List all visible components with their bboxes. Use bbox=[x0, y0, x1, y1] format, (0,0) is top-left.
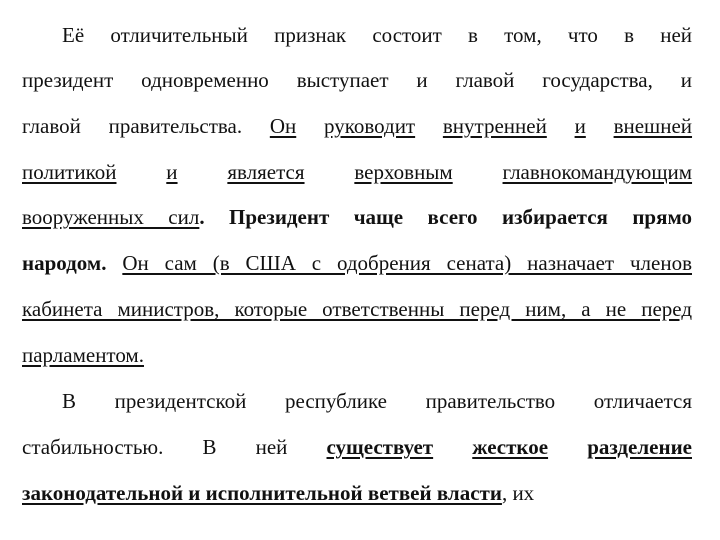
space bbox=[453, 160, 503, 184]
underlined-word: внешней bbox=[613, 114, 693, 138]
space bbox=[548, 435, 587, 459]
underlined-phrase: Он сам (в США с одобрения сената) назначает членов bbox=[122, 251, 692, 275]
space bbox=[242, 114, 270, 138]
underlined-word: главнокомандующим bbox=[502, 160, 693, 184]
text-segment: В ней bbox=[163, 435, 327, 459]
underlined-word: внутренней bbox=[442, 114, 547, 138]
text-line-7 bbox=[22, 294, 692, 324]
underlined-word: верховным bbox=[354, 160, 453, 184]
bold-word: народом. bbox=[22, 251, 107, 275]
text-line-6 bbox=[22, 248, 692, 278]
text-segment: В президентской республике правительство отличается bbox=[62, 389, 692, 413]
text-line-8 bbox=[22, 340, 692, 370]
text-line-1 bbox=[62, 20, 692, 50]
space bbox=[116, 160, 166, 184]
underlined-word: и bbox=[574, 114, 586, 138]
underlined-word: Он bbox=[269, 114, 297, 138]
text-segment: главой правительства. bbox=[22, 114, 243, 138]
bold-underlined-word: разделение bbox=[587, 435, 692, 459]
underlined-word: и bbox=[166, 160, 178, 184]
space bbox=[296, 114, 324, 138]
space bbox=[547, 114, 575, 138]
underlined-phrase: кабинета министров, которые ответственны перед ним, а не перед bbox=[22, 297, 692, 321]
text-segment: стабильностью. bbox=[22, 435, 164, 459]
bold-phrase: Президент чаще всего избирается прямо bbox=[229, 205, 693, 229]
space bbox=[178, 160, 228, 184]
text-line-4 bbox=[22, 157, 692, 187]
underlined-phrase: вооруженных сил bbox=[22, 205, 200, 229]
text-line-2 bbox=[22, 65, 692, 95]
text-segment: президент одновременно выступает и главой государства, и bbox=[22, 68, 692, 92]
bold-underlined-word: существует bbox=[326, 435, 434, 459]
bold-underlined-phrase: законодательной и исполнительной ветвей власти bbox=[22, 481, 502, 505]
space bbox=[586, 114, 614, 138]
text-line-10 bbox=[22, 432, 692, 462]
text-line-11 bbox=[22, 478, 692, 508]
space bbox=[106, 251, 122, 275]
space bbox=[433, 435, 472, 459]
text-segment: Её отличительный признак состоит в том, что в ней bbox=[62, 23, 692, 47]
space bbox=[305, 160, 355, 184]
text-line-3 bbox=[22, 111, 692, 141]
text-line-5 bbox=[22, 202, 692, 232]
space bbox=[415, 114, 443, 138]
text-segment: , их bbox=[501, 481, 535, 505]
text-segment: . bbox=[199, 205, 230, 229]
text-line-9 bbox=[62, 386, 692, 416]
underlined-word: политикой bbox=[22, 160, 117, 184]
bold-underlined-word: жесткое bbox=[472, 435, 549, 459]
underlined-word: руководит bbox=[323, 114, 416, 138]
underlined-word: парламентом. bbox=[22, 343, 144, 367]
underlined-word: является bbox=[227, 160, 305, 184]
